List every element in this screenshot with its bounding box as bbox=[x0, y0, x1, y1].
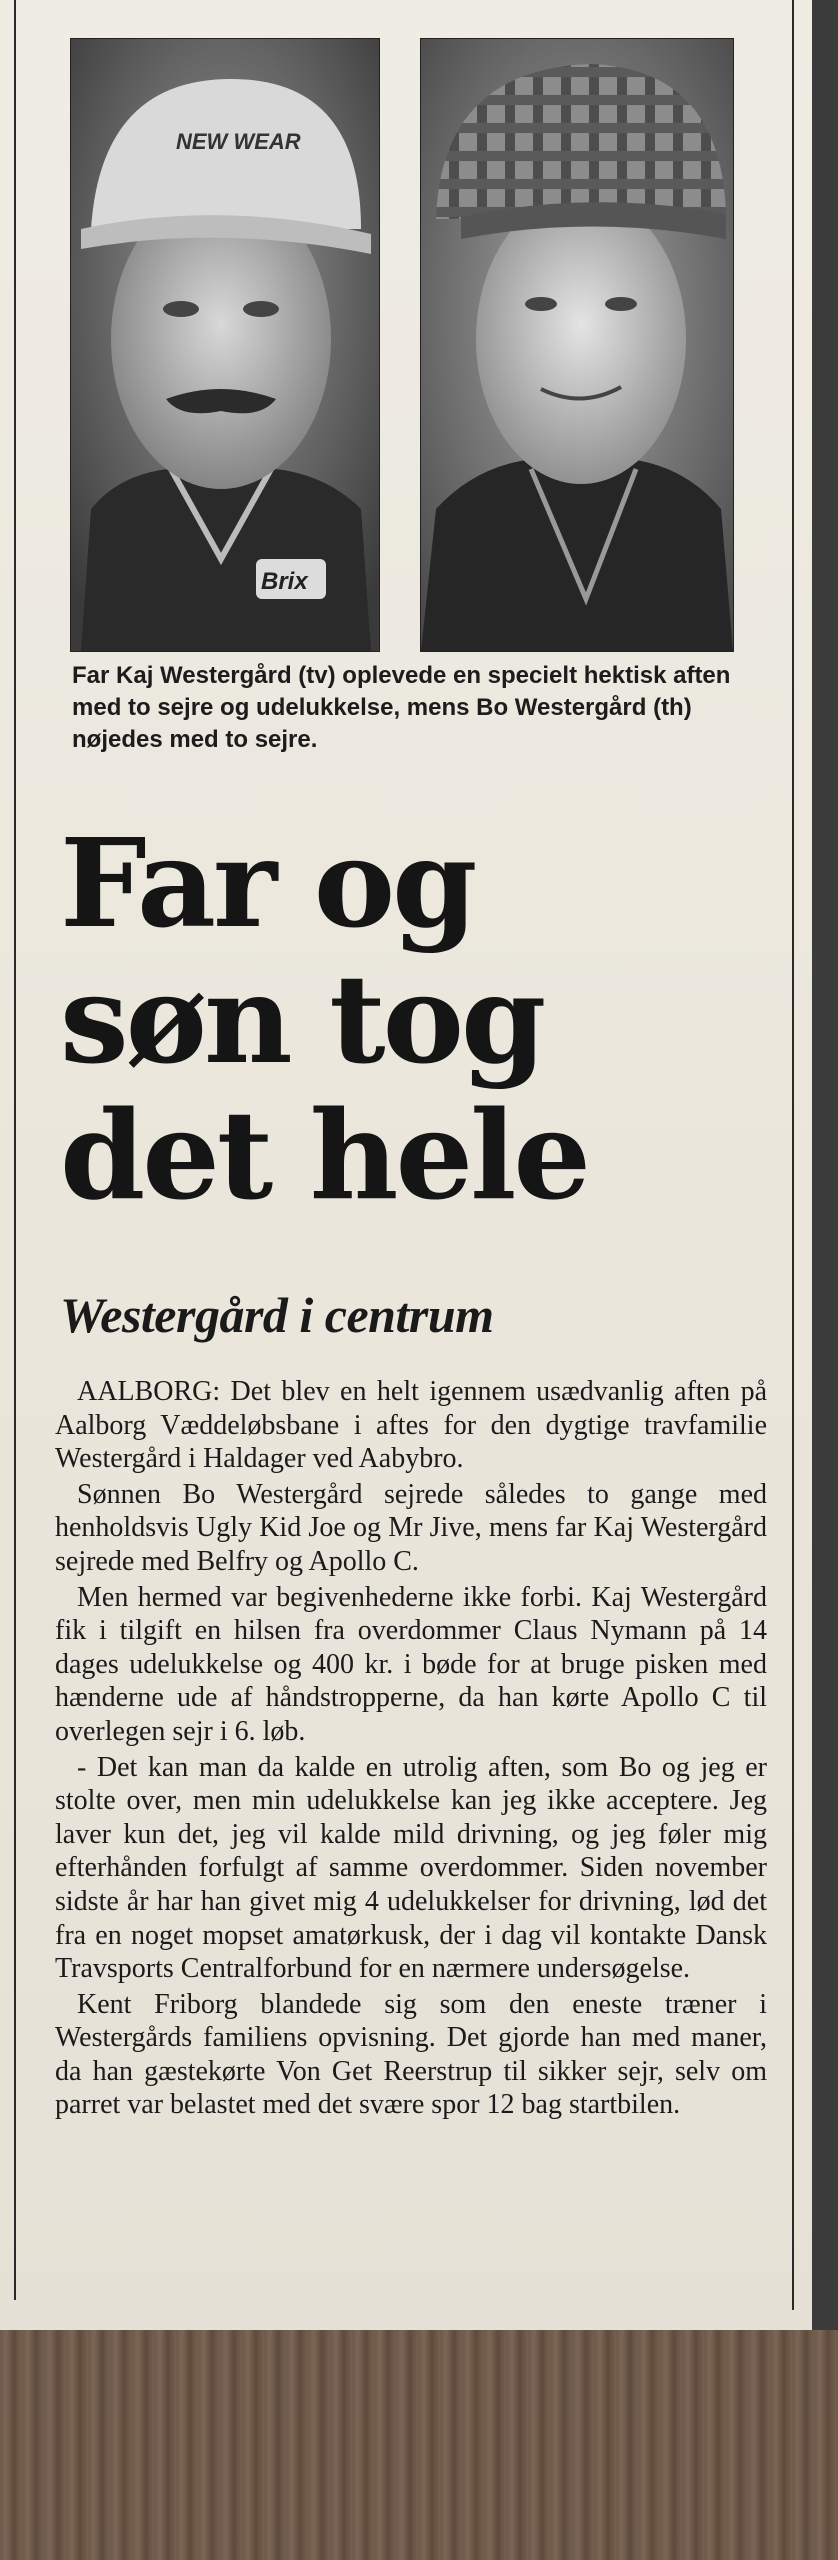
headline-line: Far og bbox=[60, 811, 475, 955]
column-rule-left bbox=[14, 0, 16, 2300]
article-paragraph: Men hermed var begivenhederne ikke forbi. Kaj Westergård fik i tilgift en hilsen fra overdommer Claus Nymann på 14 dages udelukkelse og 400 kr. i bøde for at bruge pisken med hænderne ude af håndstropperne, da han kørte Apollo C til overlegen sejr i 6. løb. bbox=[55, 1581, 767, 1747]
column-rule-right bbox=[792, 0, 794, 2310]
article-body bbox=[55, 1375, 767, 2124]
article-paragraph: Sønnen Bo Westergård sejrede således to gange med henholdsvis Ugly Kid Joe og Mr Jive, mens far Kaj Westergård sejrede med Belfry og Apollo C. bbox=[55, 1478, 767, 1577]
article-paragraph: - Det kan man da kalde en utrolig aften, som Bo og jeg er stolte over, men min udelukkelse kan jeg ikke acceptere. Jeg laver kun det, jeg vil kalde mild drivning, og jeg føler mig efterhånden forfulgt af samme overdommer. Siden november sidste år har han givet mig 4 udelukkelser for drivning, lød det fra en noget mopset amatørkusk, der i dag vil kontakte Dansk Travsports Centralforbund for en nærmere undersøgelse. bbox=[55, 1751, 767, 1985]
headline-line: søn tog bbox=[60, 947, 544, 1091]
subheadline: Westergård i centrum bbox=[60, 1287, 494, 1343]
article-paragraph: Kent Friborg blandede sig som den eneste træner i Westergårds familiens opvisning. Det gjorde han med maner, da han gæstekørte Von Get Reerstrup til sikker sejr, selv om parret var belastet med det svære spor 12 bag startbilen. bbox=[55, 1988, 767, 2121]
wooden-surface bbox=[0, 2330, 838, 2560]
photo-bo-westergaard bbox=[420, 38, 734, 652]
photo-caption: Far Kaj Westergård (tv) oplevede en specielt hektisk aften med to sejre og udelukkelse, mens Bo Westergård (th) nøjedes med to sejre. bbox=[72, 662, 731, 753]
headline bbox=[60, 811, 780, 1227]
jacket-logo: Brix bbox=[261, 568, 308, 595]
article-paragraph: AALBORG: Det blev en helt igennem usædvanlig aften på Aalborg Væddeløbsbane i aftes for den dygtige travfamilie Westergård i Haldager ved Aabybro. bbox=[55, 1376, 767, 1475]
photo-kaj-westergaard bbox=[70, 38, 380, 652]
cap-logo: NEW WEAR bbox=[176, 129, 301, 154]
background-edge bbox=[812, 0, 838, 2330]
headline-line: det hele bbox=[60, 1083, 589, 1227]
